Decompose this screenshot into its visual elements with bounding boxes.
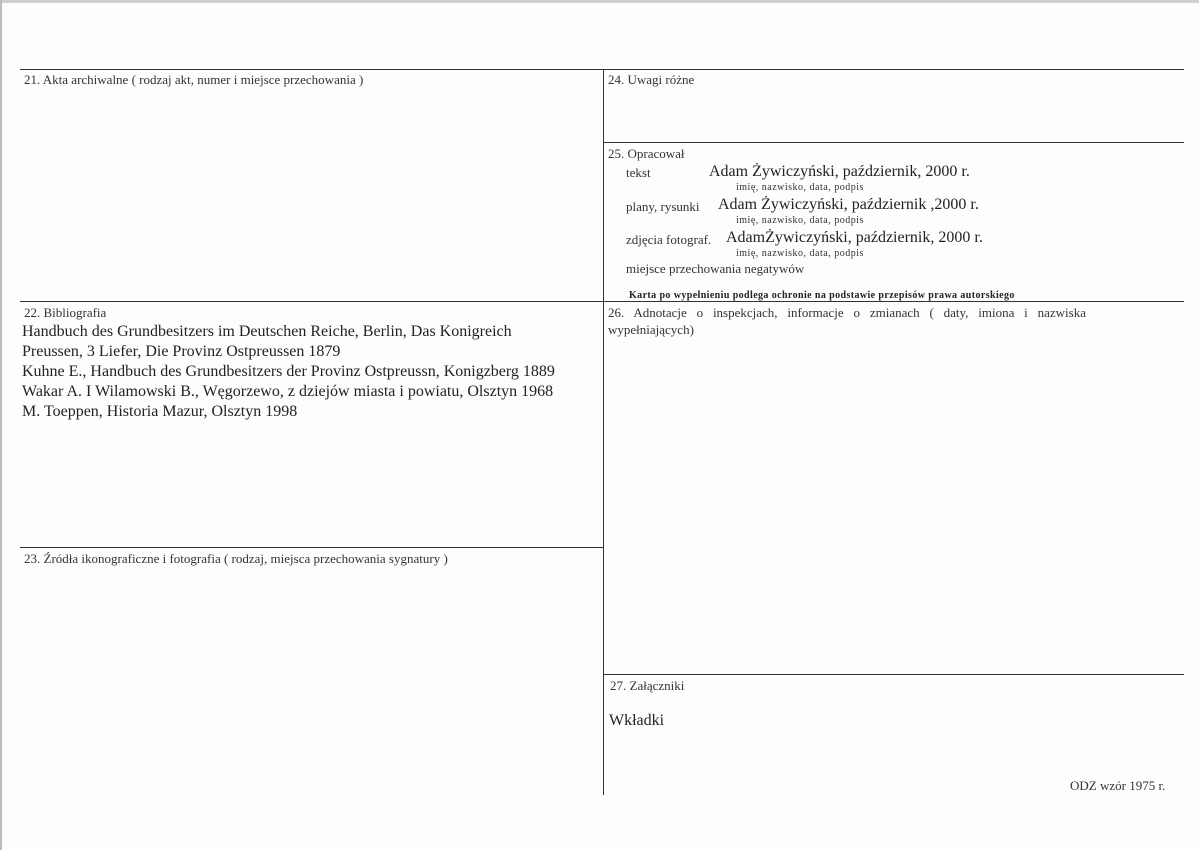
- page-top-edge: [2, 0, 1199, 3]
- rule-21-22: [20, 301, 1184, 302]
- rule-24-25: [603, 142, 1184, 143]
- author-photos-value: AdamŻywiczyński, październik, 2000 r.: [726, 229, 983, 246]
- author-text-caption: imię, nazwisko, data, podpis: [736, 182, 864, 193]
- negatives-location-label: miejsce przechowania negatywów: [626, 261, 805, 276]
- top-rule: [20, 69, 1184, 70]
- bibliography-line-5: M. Toeppen, Historia Mazur, Olsztyn 1998: [22, 403, 298, 420]
- bibliography-line-2: Preussen, 3 Liefer, Die Provinz Ostpreussen 1879: [22, 343, 341, 360]
- rule-22-23: [20, 547, 603, 548]
- rule-26-27: [603, 674, 1184, 675]
- author-text-prefix: tekst: [626, 165, 651, 180]
- attachments-value: Wkładki: [609, 712, 665, 729]
- section-24-label: 24. Uwagi różne: [608, 72, 695, 87]
- section-23-label: 23. Źródła ikonograficzne i fotografia ( rodzaj, miejsca przechowania sygnatury ): [24, 551, 448, 566]
- bibliography-line-4: Wakar A. I Wilamowski B., Węgorzewo, z dziejów miasta i powiatu, Olsztyn 1968: [22, 383, 554, 400]
- section-22-label: 22. Bibliografia: [24, 305, 107, 320]
- author-photos-caption: imię, nazwisko, data, podpis: [736, 248, 864, 259]
- form-template-note: ODZ wzór 1975 r.: [1070, 778, 1166, 793]
- author-photos-prefix: zdjęcia fotograf.: [626, 232, 712, 247]
- bibliography-line-1: Handbuch des Grundbesitzers im Deutschen Reiche, Berlin, Das Konigreich: [22, 323, 512, 340]
- bibliography-line-3: Kuhne E., Handbuch des Grundbesitzers der Provinz Ostpreussn, Konigzberg 1889: [22, 363, 555, 380]
- section-25-label: 25. Opracował: [608, 146, 685, 161]
- author-plans-caption: imię, nazwisko, data, podpis: [736, 215, 864, 226]
- author-plans-prefix: plany, rysunki: [626, 199, 700, 214]
- section-26-label: 26. Adnotacje o inspekcjach, informacje o zmianach ( daty, imiona i nazwiska wypełniających): [608, 305, 1086, 337]
- center-divider: [603, 69, 604, 795]
- author-text-value: Adam Żywiczyński, październik, 2000 r.: [709, 163, 970, 180]
- author-plans-value: Adam Żywiczyński, październik ,2000 r.: [718, 196, 979, 213]
- section-27-label: 27. Załączniki: [610, 678, 685, 693]
- section-21-label: 21. Akta archiwalne ( rodzaj akt, numer i miejsce przechowania ): [24, 72, 364, 87]
- copyright-notice: Karta po wypełnieniu podlega ochronie na podstawie przepisów prawa autorskiego: [629, 290, 1015, 301]
